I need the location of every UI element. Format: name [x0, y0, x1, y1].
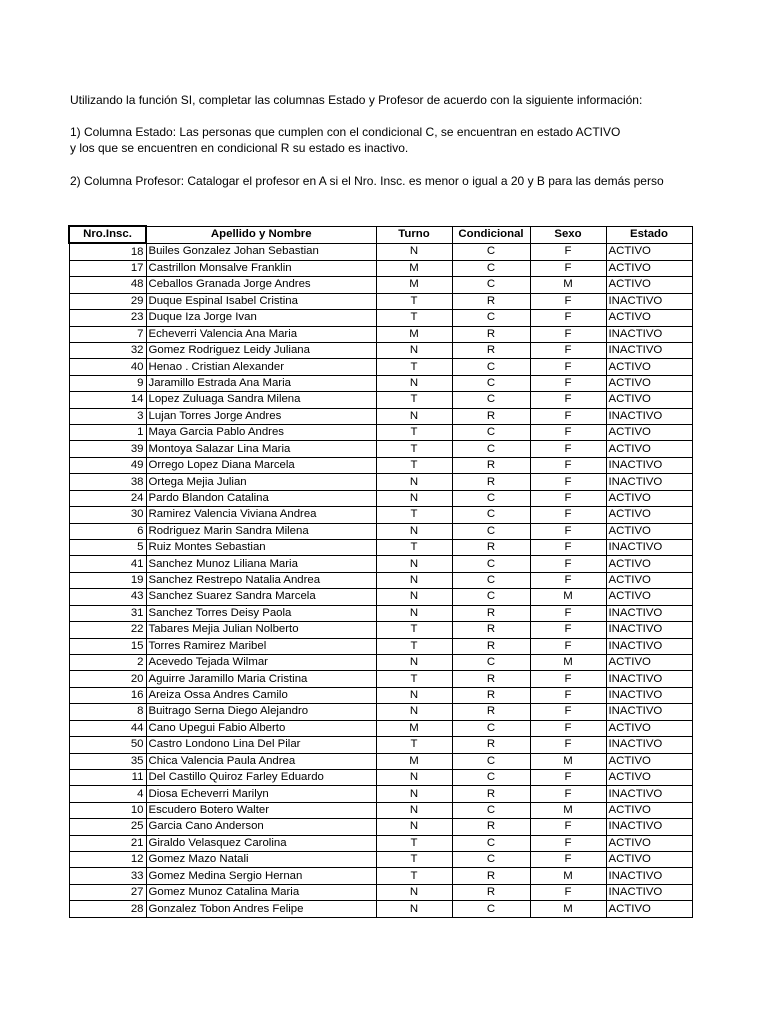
cell-estado[interactable]: ACTIVO	[606, 753, 692, 769]
cell-condicional[interactable]: C	[452, 260, 530, 276]
cell-nro-insc[interactable]: 30	[69, 507, 146, 523]
cell-nro-insc[interactable]: 48	[69, 277, 146, 293]
table-row	[69, 687, 692, 703]
cell-estado[interactable]: INACTIVO	[606, 622, 692, 638]
cell-nro-insc[interactable]: 41	[69, 556, 146, 572]
cell-condicional[interactable]: C	[452, 572, 530, 588]
header-sexo[interactable]: Sexo	[530, 226, 606, 243]
cell-estado[interactable]: ACTIVO	[606, 277, 692, 293]
cell-estado[interactable]: ACTIVO	[606, 507, 692, 523]
cell-estado[interactable]: ACTIVO	[606, 392, 692, 408]
table-row	[69, 260, 692, 276]
cell-estado[interactable]: ACTIVO	[606, 835, 692, 851]
cell-sexo[interactable]: F	[530, 441, 606, 457]
cell-turno[interactable]: T	[376, 540, 452, 556]
cell-sexo[interactable]: F	[530, 622, 606, 638]
cell-turno[interactable]: T	[376, 868, 452, 884]
table-row	[69, 507, 692, 523]
cell-estado[interactable]: INACTIVO	[606, 474, 692, 490]
cell-condicional[interactable]: R	[452, 474, 530, 490]
cell-apellido-nombre[interactable]: Lopez Zuluaga Sandra Milena	[146, 392, 376, 408]
cell-nro-insc[interactable]: 21	[69, 835, 146, 851]
cell-turno[interactable]: N	[376, 589, 452, 605]
cell-condicional[interactable]: R	[452, 868, 530, 884]
cell-sexo[interactable]: F	[530, 310, 606, 326]
cell-apellido-nombre[interactable]: Gonzalez Tobon Andres Felipe	[146, 901, 376, 917]
cell-condicional[interactable]: C	[452, 769, 530, 785]
cell-estado[interactable]: INACTIVO	[606, 704, 692, 720]
cell-sexo[interactable]: F	[530, 605, 606, 621]
cell-condicional[interactable]: C	[452, 392, 530, 408]
cell-apellido-nombre[interactable]: Castro Londono Lina Del Pilar	[146, 737, 376, 753]
cell-condicional[interactable]: R	[452, 408, 530, 424]
cell-condicional[interactable]: C	[452, 375, 530, 391]
table-row	[69, 638, 692, 654]
cell-turno[interactable]: N	[376, 523, 452, 539]
cell-estado[interactable]: INACTIVO	[606, 540, 692, 556]
cell-turno[interactable]: M	[376, 720, 452, 736]
cell-nro-insc[interactable]: 19	[69, 572, 146, 588]
cell-turno[interactable]: N	[376, 556, 452, 572]
cell-condicional[interactable]: C	[452, 507, 530, 523]
table-row	[69, 540, 692, 556]
cell-sexo[interactable]: F	[530, 359, 606, 375]
cell-sexo[interactable]: M	[530, 277, 606, 293]
cell-turno[interactable]: T	[376, 457, 452, 473]
cell-apellido-nombre[interactable]: Gomez Rodriguez Leidy Juliana	[146, 342, 376, 358]
cell-estado[interactable]: ACTIVO	[606, 769, 692, 785]
table-row	[69, 310, 692, 326]
cell-condicional[interactable]: C	[452, 277, 530, 293]
table-row	[69, 654, 692, 670]
header-apellido-nombre[interactable]: Apellido y Nombre	[146, 226, 376, 243]
cell-condicional[interactable]: C	[452, 901, 530, 917]
cell-estado[interactable]: INACTIVO	[606, 457, 692, 473]
cell-apellido-nombre[interactable]: Lujan Torres Jorge Andres	[146, 408, 376, 424]
cell-turno[interactable]: N	[376, 605, 452, 621]
table-row	[69, 243, 692, 260]
cell-condicional[interactable]: R	[452, 638, 530, 654]
table-row	[69, 342, 692, 358]
cell-apellido-nombre[interactable]: Chica Valencia Paula Andrea	[146, 753, 376, 769]
cell-estado[interactable]: INACTIVO	[606, 786, 692, 802]
cell-condicional[interactable]: C	[452, 523, 530, 539]
cell-nro-insc[interactable]: 10	[69, 802, 146, 818]
table-row	[69, 408, 692, 424]
cell-sexo[interactable]: M	[530, 901, 606, 917]
cell-apellido-nombre[interactable]: Echeverri Valencia Ana Maria	[146, 326, 376, 342]
students-table	[68, 225, 693, 918]
cell-sexo[interactable]: F	[530, 457, 606, 473]
cell-sexo[interactable]: M	[530, 753, 606, 769]
cell-nro-insc[interactable]: 33	[69, 868, 146, 884]
cell-estado[interactable]: INACTIVO	[606, 638, 692, 654]
cell-sexo[interactable]: F	[530, 556, 606, 572]
cell-estado[interactable]: ACTIVO	[606, 490, 692, 506]
cell-turno[interactable]: T	[376, 310, 452, 326]
cell-sexo[interactable]: F	[530, 671, 606, 687]
cell-nro-insc[interactable]: 49	[69, 457, 146, 473]
header-estado[interactable]: Estado	[606, 226, 692, 243]
table-row	[69, 441, 692, 457]
cell-nro-insc[interactable]: 29	[69, 293, 146, 309]
cell-estado[interactable]: INACTIVO	[606, 408, 692, 424]
cell-nro-insc[interactable]: 31	[69, 605, 146, 621]
table-row	[69, 474, 692, 490]
cell-nro-insc[interactable]: 25	[69, 819, 146, 835]
cell-nro-insc[interactable]: 28	[69, 901, 146, 917]
cell-apellido-nombre[interactable]: Del Castillo Quiroz Farley Eduardo	[146, 769, 376, 785]
cell-turno[interactable]: N	[376, 342, 452, 358]
table-row	[69, 868, 692, 884]
cell-condicional[interactable]: R	[452, 622, 530, 638]
cell-condicional[interactable]: R	[452, 342, 530, 358]
instruction-estado: 1) Columna Estado: Las personas que cumplen con el condicional C, se encuentran en estado ACTIVO	[70, 125, 621, 139]
cell-estado[interactable]: INACTIVO	[606, 326, 692, 342]
table-row	[69, 375, 692, 391]
cell-turno[interactable]: N	[376, 819, 452, 835]
cell-apellido-nombre[interactable]: Cano Upegui Fabio Alberto	[146, 720, 376, 736]
cell-turno[interactable]: M	[376, 753, 452, 769]
cell-turno[interactable]: N	[376, 243, 452, 260]
table-row	[69, 457, 692, 473]
table-row	[69, 720, 692, 736]
cell-estado[interactable]: ACTIVO	[606, 243, 692, 260]
table-row	[69, 359, 692, 375]
table-row	[69, 293, 692, 309]
cell-apellido-nombre[interactable]: Castrillon Monsalve Franklin	[146, 260, 376, 276]
cell-nro-insc[interactable]: 17	[69, 260, 146, 276]
table-row	[69, 884, 692, 900]
cell-condicional[interactable]: R	[452, 293, 530, 309]
cell-turno[interactable]: T	[376, 441, 452, 457]
cell-sexo[interactable]: F	[530, 425, 606, 441]
cell-sexo[interactable]: F	[530, 835, 606, 851]
cell-turno[interactable]: N	[376, 802, 452, 818]
cell-estado[interactable]: INACTIVO	[606, 868, 692, 884]
cell-turno[interactable]: T	[376, 622, 452, 638]
cell-apellido-nombre[interactable]: Ramirez Valencia Viviana Andrea	[146, 507, 376, 523]
cell-sexo[interactable]: F	[530, 342, 606, 358]
cell-nro-insc[interactable]: 39	[69, 441, 146, 457]
table-row	[69, 425, 692, 441]
cell-nro-insc[interactable]: 20	[69, 671, 146, 687]
cell-nro-insc[interactable]: 11	[69, 769, 146, 785]
table-row	[69, 490, 692, 506]
header-row	[69, 226, 692, 243]
cell-turno[interactable]: T	[376, 507, 452, 523]
cell-turno[interactable]: M	[376, 277, 452, 293]
cell-turno[interactable]: T	[376, 293, 452, 309]
cell-apellido-nombre[interactable]: Tabares Mejia Julian Nolberto	[146, 622, 376, 638]
cell-sexo[interactable]: F	[530, 474, 606, 490]
cell-turno[interactable]: T	[376, 737, 452, 753]
cell-turno[interactable]: N	[376, 901, 452, 917]
cell-sexo[interactable]: F	[530, 392, 606, 408]
cell-apellido-nombre[interactable]: Builes Gonzalez Johan Sebastian	[146, 243, 376, 260]
table-row	[69, 523, 692, 539]
cell-nro-insc[interactable]: 16	[69, 687, 146, 703]
cell-turno[interactable]: N	[376, 769, 452, 785]
cell-condicional[interactable]: C	[452, 425, 530, 441]
instruction-intro: Utilizando la función SI, completar las columnas Estado y Profesor de acuerdo con la siguiente información:	[70, 93, 643, 107]
cell-sexo[interactable]: F	[530, 769, 606, 785]
cell-apellido-nombre[interactable]: Ceballos Granada Jorge Andres	[146, 277, 376, 293]
cell-condicional[interactable]: C	[452, 835, 530, 851]
table-row	[69, 392, 692, 408]
cell-turno[interactable]: N	[376, 654, 452, 670]
cell-estado[interactable]: ACTIVO	[606, 720, 692, 736]
cell-sexo[interactable]: F	[530, 540, 606, 556]
cell-turno[interactable]: T	[376, 638, 452, 654]
cell-apellido-nombre[interactable]: Giraldo Velasquez Carolina	[146, 835, 376, 851]
header-turno[interactable]: Turno	[376, 226, 452, 243]
cell-sexo[interactable]: F	[530, 720, 606, 736]
instruction-estado-cont: y los que se encuentren en condicional R su estado es inactivo.	[70, 141, 409, 155]
cell-estado[interactable]: INACTIVO	[606, 884, 692, 900]
cell-condicional[interactable]: C	[452, 359, 530, 375]
header-nro-insc[interactable]: Nro.Insc.	[69, 226, 146, 243]
table-row	[69, 835, 692, 851]
cell-estado[interactable]: ACTIVO	[606, 654, 692, 670]
cell-estado[interactable]: ACTIVO	[606, 310, 692, 326]
cell-apellido-nombre[interactable]: Pardo Blandon Catalina	[146, 490, 376, 506]
cell-estado[interactable]: INACTIVO	[606, 737, 692, 753]
cell-estado[interactable]: ACTIVO	[606, 572, 692, 588]
cell-condicional[interactable]: R	[452, 786, 530, 802]
cell-condicional[interactable]: R	[452, 457, 530, 473]
table-row	[69, 622, 692, 638]
cell-condicional[interactable]: R	[452, 704, 530, 720]
cell-apellido-nombre[interactable]: Sanchez Restrepo Natalia Andrea	[146, 572, 376, 588]
cell-apellido-nombre[interactable]: Ruiz Montes Sebastian	[146, 540, 376, 556]
cell-apellido-nombre[interactable]: Sanchez Munoz Liliana Maria	[146, 556, 376, 572]
cell-nro-insc[interactable]: 8	[69, 704, 146, 720]
cell-sexo[interactable]: F	[530, 737, 606, 753]
cell-turno[interactable]: N	[376, 490, 452, 506]
cell-estado[interactable]: INACTIVO	[606, 605, 692, 621]
cell-nro-insc[interactable]: 15	[69, 638, 146, 654]
table-row	[69, 556, 692, 572]
cell-sexo[interactable]: M	[530, 654, 606, 670]
cell-condicional[interactable]: R	[452, 540, 530, 556]
cell-condicional[interactable]: C	[452, 802, 530, 818]
cell-sexo[interactable]: F	[530, 786, 606, 802]
cell-apellido-nombre[interactable]: Areiza Ossa Andres Camilo	[146, 687, 376, 703]
cell-turno[interactable]: N	[376, 375, 452, 391]
cell-condicional[interactable]: C	[452, 720, 530, 736]
cell-condicional[interactable]: R	[452, 884, 530, 900]
cell-condicional[interactable]: C	[452, 852, 530, 868]
cell-turno[interactable]: N	[376, 786, 452, 802]
cell-apellido-nombre[interactable]: Maya Garcia Pablo Andres	[146, 425, 376, 441]
cell-nro-insc[interactable]: 38	[69, 474, 146, 490]
cell-condicional[interactable]: C	[452, 490, 530, 506]
cell-turno[interactable]: T	[376, 359, 452, 375]
cell-estado[interactable]: INACTIVO	[606, 819, 692, 835]
cell-estado[interactable]: ACTIVO	[606, 901, 692, 917]
cell-apellido-nombre[interactable]: Acevedo Tejada Wilmar	[146, 654, 376, 670]
cell-nro-insc[interactable]: 14	[69, 392, 146, 408]
cell-apellido-nombre[interactable]: Henao . Cristian Alexander	[146, 359, 376, 375]
cell-nro-insc[interactable]: 43	[69, 589, 146, 605]
table-row	[69, 786, 692, 802]
cell-estado[interactable]: ACTIVO	[606, 359, 692, 375]
cell-condicional[interactable]: R	[452, 671, 530, 687]
table-row	[69, 671, 692, 687]
cell-turno[interactable]: N	[376, 687, 452, 703]
cell-apellido-nombre[interactable]: Orrego Lopez Diana Marcela	[146, 457, 376, 473]
table-row	[69, 572, 692, 588]
table-row	[69, 852, 692, 868]
cell-condicional[interactable]: R	[452, 326, 530, 342]
cell-apellido-nombre[interactable]: Gomez Mazo Natali	[146, 852, 376, 868]
table-row	[69, 326, 692, 342]
cell-condicional[interactable]: C	[452, 753, 530, 769]
cell-condicional[interactable]: R	[452, 737, 530, 753]
cell-sexo[interactable]: F	[530, 523, 606, 539]
cell-turno[interactable]: N	[376, 474, 452, 490]
cell-apellido-nombre[interactable]: Gomez Munoz Catalina Maria	[146, 884, 376, 900]
header-condicional[interactable]: Condicional	[452, 226, 530, 243]
cell-apellido-nombre[interactable]: Diosa Echeverri Marilyn	[146, 786, 376, 802]
cell-turno[interactable]: M	[376, 260, 452, 276]
cell-condicional[interactable]: C	[452, 589, 530, 605]
table-row	[69, 802, 692, 818]
cell-sexo[interactable]: F	[530, 293, 606, 309]
cell-nro-insc[interactable]: 4	[69, 786, 146, 802]
cell-apellido-nombre[interactable]: Duque Espinal Isabel Cristina	[146, 293, 376, 309]
cell-nro-insc[interactable]: 1	[69, 425, 146, 441]
cell-turno[interactable]: N	[376, 408, 452, 424]
cell-sexo[interactable]: F	[530, 260, 606, 276]
cell-sexo[interactable]: F	[530, 704, 606, 720]
cell-condicional[interactable]: R	[452, 687, 530, 703]
table-row	[69, 605, 692, 621]
cell-sexo[interactable]: F	[530, 687, 606, 703]
cell-apellido-nombre[interactable]: Torres Ramirez Maribel	[146, 638, 376, 654]
cell-apellido-nombre[interactable]: Rodriguez Marin Sandra Milena	[146, 523, 376, 539]
cell-condicional[interactable]: R	[452, 605, 530, 621]
cell-nro-insc[interactable]: 3	[69, 408, 146, 424]
cell-sexo[interactable]: F	[530, 326, 606, 342]
cell-estado[interactable]: INACTIVO	[606, 687, 692, 703]
cell-condicional[interactable]: C	[452, 556, 530, 572]
cell-sexo[interactable]: F	[530, 408, 606, 424]
cell-turno[interactable]: N	[376, 884, 452, 900]
cell-nro-insc[interactable]: 22	[69, 622, 146, 638]
cell-apellido-nombre[interactable]: Ortega Mejia Julian	[146, 474, 376, 490]
cell-apellido-nombre[interactable]: Jaramillo Estrada Ana Maria	[146, 375, 376, 391]
cell-estado[interactable]: ACTIVO	[606, 589, 692, 605]
table-row	[69, 901, 692, 917]
cell-estado[interactable]: ACTIVO	[606, 852, 692, 868]
cell-nro-insc[interactable]: 44	[69, 720, 146, 736]
cell-nro-insc[interactable]: 12	[69, 852, 146, 868]
cell-estado[interactable]: ACTIVO	[606, 375, 692, 391]
cell-estado[interactable]: ACTIVO	[606, 802, 692, 818]
table-row	[69, 753, 692, 769]
cell-apellido-nombre[interactable]: Escudero Botero Walter	[146, 802, 376, 818]
cell-turno[interactable]: T	[376, 852, 452, 868]
cell-estado[interactable]: ACTIVO	[606, 556, 692, 572]
cell-apellido-nombre[interactable]: Gomez Medina Sergio Hernan	[146, 868, 376, 884]
cell-condicional[interactable]: C	[452, 243, 530, 260]
cell-sexo[interactable]: M	[530, 589, 606, 605]
cell-nro-insc[interactable]: 2	[69, 654, 146, 670]
cell-estado[interactable]: INACTIVO	[606, 342, 692, 358]
cell-condicional[interactable]: R	[452, 819, 530, 835]
cell-nro-insc[interactable]: 35	[69, 753, 146, 769]
cell-nro-insc[interactable]: 32	[69, 342, 146, 358]
cell-estado[interactable]: INACTIVO	[606, 671, 692, 687]
cell-sexo[interactable]: F	[530, 638, 606, 654]
cell-sexo[interactable]: F	[530, 490, 606, 506]
cell-apellido-nombre[interactable]: Aguirre Jaramillo Maria Cristina	[146, 671, 376, 687]
cell-nro-insc[interactable]: 5	[69, 540, 146, 556]
cell-nro-insc[interactable]: 23	[69, 310, 146, 326]
cell-nro-insc[interactable]: 6	[69, 523, 146, 539]
cell-nro-insc[interactable]: 27	[69, 884, 146, 900]
cell-nro-insc[interactable]: 7	[69, 326, 146, 342]
cell-estado[interactable]: ACTIVO	[606, 441, 692, 457]
cell-nro-insc[interactable]: 18	[69, 243, 146, 260]
cell-turno[interactable]: N	[376, 704, 452, 720]
cell-sexo[interactable]: F	[530, 243, 606, 260]
cell-apellido-nombre[interactable]: Duque Iza Jorge Ivan	[146, 310, 376, 326]
cell-sexo[interactable]: F	[530, 507, 606, 523]
cell-condicional[interactable]: C	[452, 441, 530, 457]
cell-apellido-nombre[interactable]: Montoya Salazar Lina Maria	[146, 441, 376, 457]
cell-nro-insc[interactable]: 50	[69, 737, 146, 753]
cell-nro-insc[interactable]: 24	[69, 490, 146, 506]
cell-sexo[interactable]: F	[530, 852, 606, 868]
cell-turno[interactable]: T	[376, 425, 452, 441]
cell-apellido-nombre[interactable]: Sanchez Torres Deisy Paola	[146, 605, 376, 621]
cell-estado[interactable]: ACTIVO	[606, 260, 692, 276]
cell-condicional[interactable]: C	[452, 654, 530, 670]
cell-sexo[interactable]: F	[530, 375, 606, 391]
table-row	[69, 589, 692, 605]
cell-condicional[interactable]: C	[452, 310, 530, 326]
cell-sexo[interactable]: F	[530, 819, 606, 835]
cell-nro-insc[interactable]: 9	[69, 375, 146, 391]
table-row	[69, 277, 692, 293]
instruction-profesor: 2) Columna Profesor: Catalogar el profesor en A si el Nro. Insc. es menor o igual a 20 y B para las demás perso	[70, 174, 664, 188]
table-row	[69, 704, 692, 720]
cell-turno[interactable]: T	[376, 392, 452, 408]
cell-sexo[interactable]: F	[530, 572, 606, 588]
cell-sexo[interactable]: F	[530, 884, 606, 900]
table-row	[69, 819, 692, 835]
cell-nro-insc[interactable]: 40	[69, 359, 146, 375]
cell-apellido-nombre[interactable]: Buitrago Serna Diego Alejandro	[146, 704, 376, 720]
cell-turno[interactable]: T	[376, 671, 452, 687]
cell-sexo[interactable]: M	[530, 802, 606, 818]
cell-apellido-nombre[interactable]: Garcia Cano Anderson	[146, 819, 376, 835]
table-row	[69, 769, 692, 785]
table-row	[69, 737, 692, 753]
cell-estado[interactable]: INACTIVO	[606, 293, 692, 309]
cell-estado[interactable]: ACTIVO	[606, 523, 692, 539]
cell-turno[interactable]: T	[376, 835, 452, 851]
cell-estado[interactable]: ACTIVO	[606, 425, 692, 441]
cell-apellido-nombre[interactable]: Sanchez Suarez Sandra Marcela	[146, 589, 376, 605]
cell-turno[interactable]: N	[376, 572, 452, 588]
cell-sexo[interactable]: M	[530, 868, 606, 884]
cell-turno[interactable]: M	[376, 326, 452, 342]
